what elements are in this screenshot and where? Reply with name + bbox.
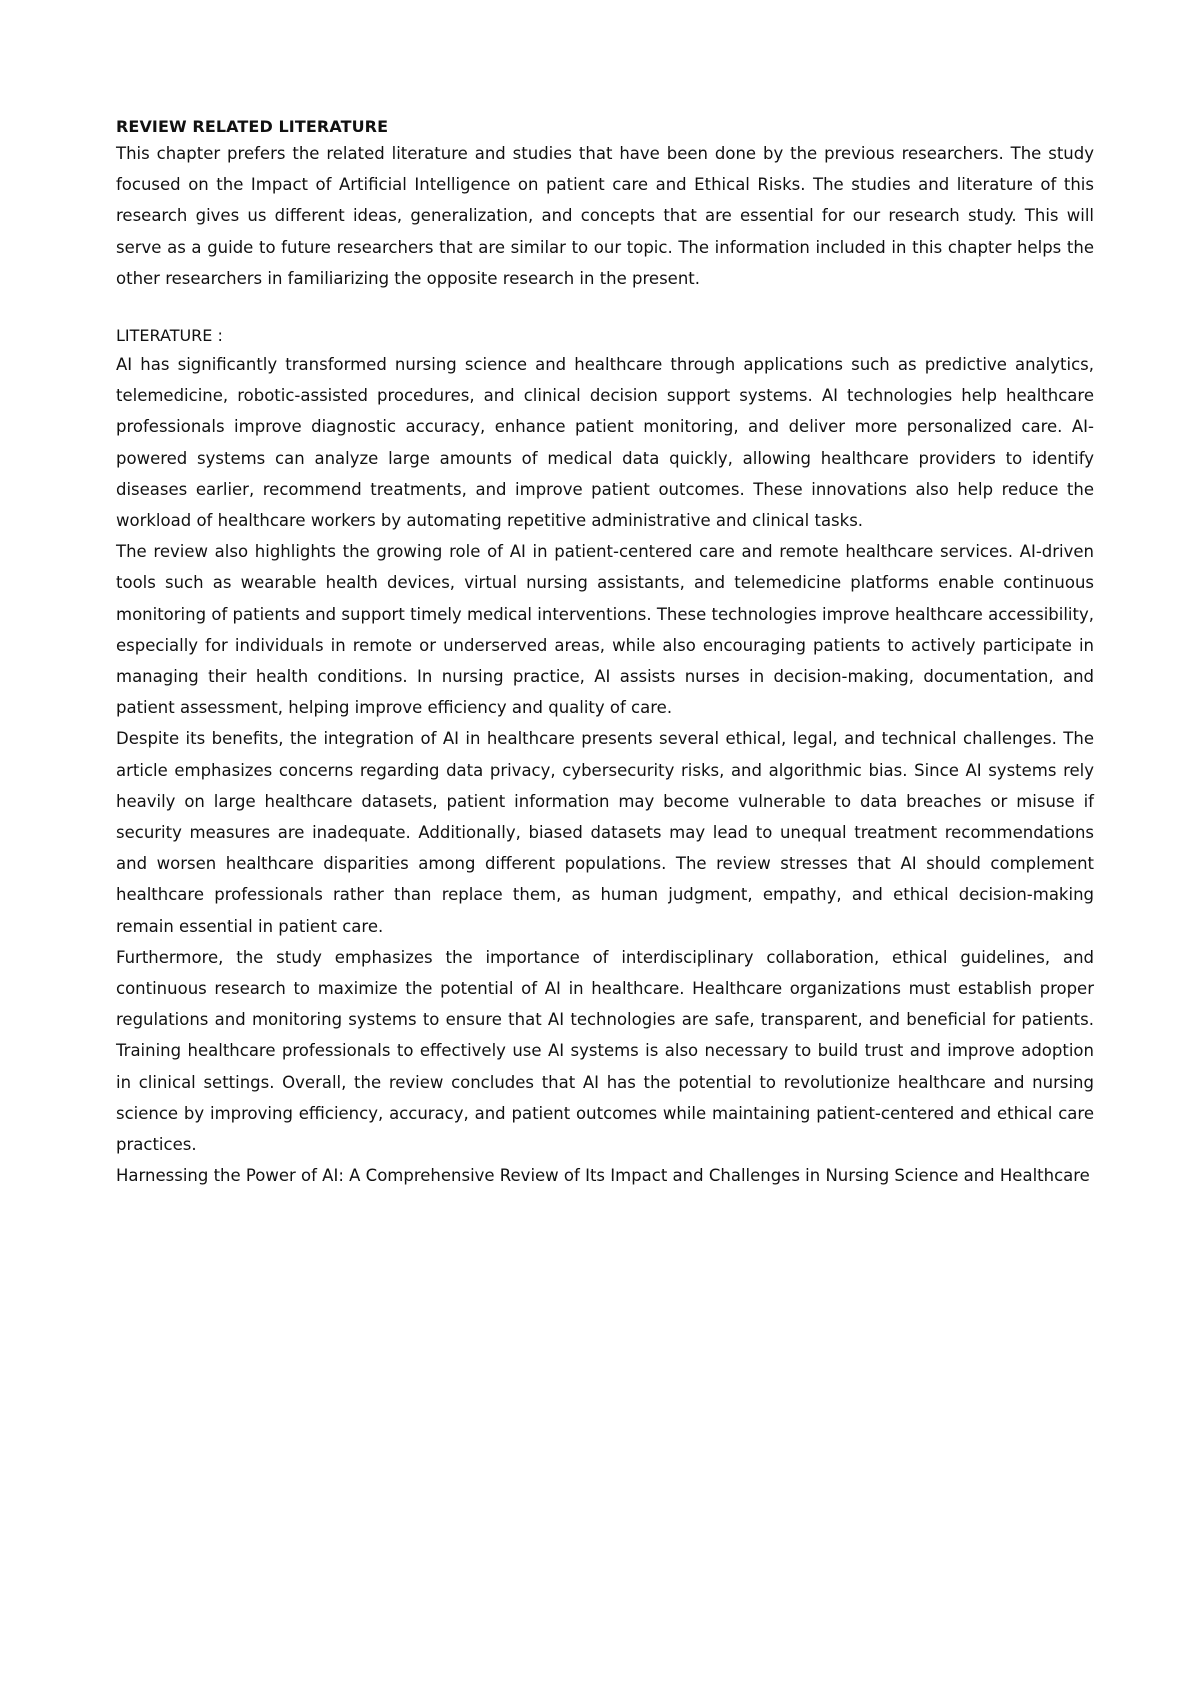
page-title: REVIEW RELATED LITERATURE bbox=[116, 117, 389, 136]
document-body bbox=[116, 116, 1094, 1192]
literature-paragraph-3: Despite its benefits, the integration of AI in healthcare presents several ethical, legal, and technical challenges. The article emphasizes concerns regarding data privacy, cybersecurity risks, and algorithmic bias. Since AI systems rely heavily on large healthcare datasets, patient information may become vulnerable to data breaches or misuse if security measures are inadequate. Additionally, biased datasets may lead to unequal treatment recommendations and worsen healthcare disparities among different populations. The review stresses that AI should complement healthcare professionals rather than replace them, as human judgment, empathy, and ethical decision-making remain essential in patient care. bbox=[116, 729, 1094, 936]
literature-paragraph-4: Furthermore, the study emphasizes the importance of interdisciplinary collaboration, ethical guidelines, and continuous research to maximize the potential of AI in healthcare. Healthcare organizations must establish proper regulations and monitoring systems to ensure that AI technologies are safe, transparent, and beneficial for patients. Training healthcare professionals to effectively use AI systems is also necessary to build trust and improve adoption in clinical settings. Overall, the review concludes that AI has the potential to revolutionize healthcare and nursing science by improving efficiency, accuracy, and patient outcomes while maintaining patient-centered and ethical care practices. bbox=[116, 947, 1094, 1155]
reference-title: Harnessing the Power of AI: A Comprehensive Review of Its Impact and Challenges in Nursing Science and Healthcare bbox=[116, 1166, 1090, 1186]
intro-paragraph: This chapter prefers the related literature and studies that have been done by the previous researchers. The study focused on the Impact of Artificial Intelligence on patient care and Ethical Risks. The studies and literature of this research gives us different ideas, generalization, and concepts that are essential for our research study. This will serve as a guide to future researchers that are similar to our topic. The information included in this chapter helps the other researchers in familiarizing the opposite research in the present. bbox=[116, 144, 1094, 288]
literature-paragraph-1: AI has significantly transformed nursing science and healthcare through applications such as predictive analytics, telemedicine, robotic-assisted procedures, and clinical decision support systems. AI technologies help healthcare professionals improve diagnostic accuracy, enhance patient monitoring, and deliver more personalized care. AI-powered systems can analyze large amounts of medical data quickly, allowing healthcare providers to identify diseases earlier, recommend treatments, and improve patient outcomes. These innovations also help reduce the workload of healthcare workers by automating repetitive administrative and clinical tasks. bbox=[116, 355, 1094, 531]
literature-paragraph-2: The review also highlights the growing role of AI in patient-centered care and remote healthcare services. AI-driven tools such as wearable health devices, virtual nursing assistants, and telemedicine platforms enable continuous monitoring of patients and support timely medical interventions. These technologies improve healthcare accessibility, especially for individuals in remote or underserved areas, while also encouraging patients to actively participate in managing their health conditions. In nursing practice, AI assists nurses in decision-making, documentation, and patient assessment, helping improve efficiency and quality of care. bbox=[116, 542, 1094, 718]
literature-section-label: LITERATURE : bbox=[116, 326, 223, 346]
